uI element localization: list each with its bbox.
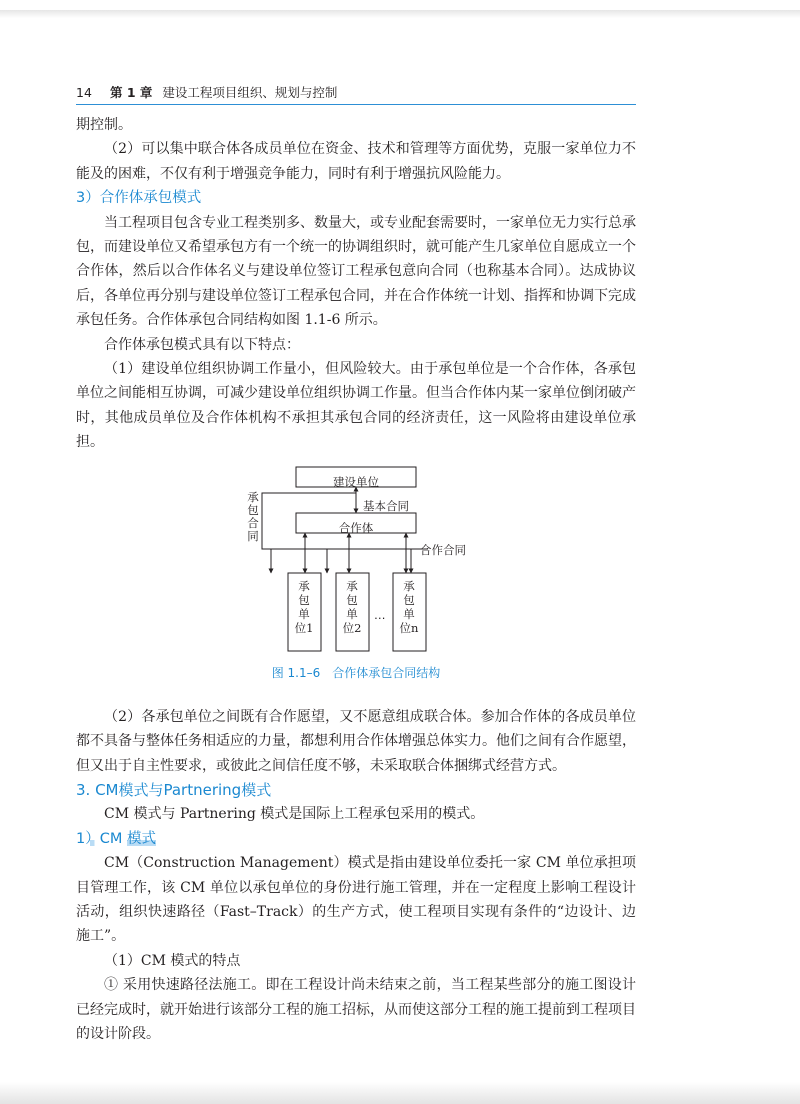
- ellipsis: …: [374, 607, 386, 622]
- page-number: 14: [76, 85, 92, 100]
- paragraph: 当工程项目包含专业工程类别多、数量大，或专业配套需要时，一家单位无力实行总承包，而建设单位又希望承包方有一个统一的协调组织时，就可能产生几家单位自愿成立一个合作体，然后以合作体名义与建设单位签订工程承包意向合同（也称基本合同）。达成协议后，各单位再分别与建设单位签订工程承包合同，并在合作体统一计划、指挥和协调下完成承包任务。合作体承包合同结构如图 1.1-6 所示。: [76, 214, 636, 329]
- running-header: [76, 84, 636, 105]
- chapter-title: 建设工程项目组织、规划与控制: [162, 85, 338, 100]
- paragraph: CM（Construction Management）模式是指由建设单位委托一家 CM 单位承担项目管理工作，该 CM 单位以承包单位的身份进行施工管理，并在一定程度上影响工程设计活动，组织快速路径（Fast–Track）的生产方式，使工程项目实现有条件的“边设计、边施工”。: [76, 855, 636, 945]
- section-heading: 3. CM模式与Partnering模式: [76, 780, 272, 799]
- unit-label-n: 承包单位n: [399, 578, 419, 635]
- body-text: [76, 113, 636, 1046]
- owner-label: 建设单位: [333, 474, 379, 489]
- unit-label-1: 承包单位1: [294, 578, 314, 635]
- paragraph: ① 采用快速路径法施工。即在工程设计尚未结束之前，当工程某些部分的施工图设计已经完成时，就开始进行该部分工程的施工招标，从而使这部分工程的施工提前到工程项目的设计阶段。: [76, 977, 636, 1042]
- paragraph: （2）各承包单位之间既有合作愿望，又不愿意组成联合体。参加合作体的各成员单位都不具备与整体任务相适应的力量，都想利用合作体增强总体实力。他们之间有合作愿望，但又出于自主性要求，或彼此之间信任度不够，未采取联合体捆绑式经营方式。: [76, 708, 636, 774]
- highlighted-heading: 1）CM 模式: [76, 830, 156, 847]
- section-heading: [76, 827, 636, 851]
- scan-edge-bottom: [0, 1082, 800, 1104]
- left-contract-label: 承包合同: [247, 489, 259, 543]
- paragraph: 期控制。: [76, 117, 132, 133]
- section-heading: 3）合作体承包模式: [76, 190, 202, 207]
- paragraph: （2）可以集中联合体各成员单位在资金、技术和管理等方面优势，克服一家单位力不能及的困难，不仅有利于增强竞争能力，同时有利于增强抗风险能力。: [76, 141, 636, 182]
- figure-caption: 图 1.1–6 合作体承包合同结构: [271, 665, 441, 680]
- paragraph: （1）建设单位组织协调工作量小，但风险较大。由于承包单位是一个合作体，各承包单位之间能相互协调，可减少建设单位组织协调工作量。但当合作体内某一家单位倒闭破产时，其他成员单位及合作体机构不承担其承包合同的经济责任，这一风险将由建设单位承担。: [76, 361, 636, 451]
- scan-edge-top: [0, 10, 800, 18]
- consortium-label: 合作体: [338, 520, 374, 535]
- paragraph: 合作体承包模式具有以下特点：: [104, 336, 300, 353]
- paragraph: CM 模式与 Partnering 模式是国际上工程承包采用的模式。: [104, 806, 485, 823]
- paragraph: （1）CM 模式的特点: [104, 952, 241, 969]
- chapter-label: 第 1 章: [110, 85, 153, 100]
- basic-contract-label: 基本合同: [363, 498, 409, 513]
- cooperation-contract-label: 合作合同: [420, 542, 466, 557]
- unit-label-2: 承包单位2: [342, 578, 362, 635]
- figure-contract-structure: [76, 455, 636, 705]
